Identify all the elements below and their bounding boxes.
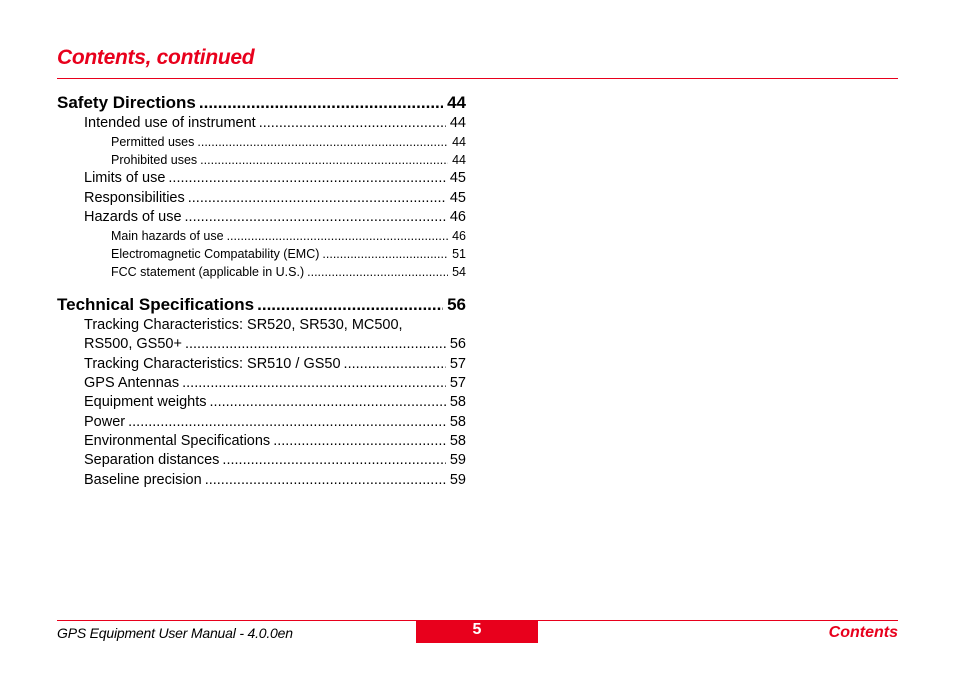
toc-leader [197,133,448,151]
manual-title: GPS Equipment User Manual - 4.0.0en [57,625,293,641]
toc-leader [227,227,449,245]
toc-entry-page: 56 [447,295,466,315]
toc-entry[interactable] [84,413,466,432]
toc-entry[interactable] [84,355,466,374]
toc-entry-title: Equipment weights [84,394,207,411]
toc-entry-page: 45 [449,170,466,187]
toc-entry-title: FCC statement (applicable in U.S.) [111,265,305,280]
toc-entry-technical-specifications[interactable] [57,294,466,316]
toc-entry[interactable] [111,227,466,245]
toc-entry[interactable] [111,133,466,151]
toc-entry[interactable] [84,393,466,412]
toc-entry-page: 51 [452,247,466,262]
toc-leader [128,413,446,432]
toc-entry[interactable] [111,245,466,263]
toc-leader [182,374,446,393]
toc-entry-page: 44 [447,93,466,112]
toc-entry-page: 56 [449,336,466,353]
toc-leader [307,263,448,281]
toc-entry-page: 58 [449,432,466,449]
toc-leader [273,432,446,451]
toc-entry-title: Power [84,413,126,430]
header-divider [57,78,898,79]
toc-entry-page: 57 [449,355,466,372]
toc-entry[interactable] [84,432,466,451]
toc-entry-page: 45 [449,189,466,206]
toc-entry[interactable] [84,374,466,393]
toc-leader [200,151,448,169]
toc-leader [322,245,448,263]
toc-leader [185,335,446,354]
toc-entry-page: 44 [449,115,466,131]
toc-entry-page: 58 [449,394,466,411]
toc-leader [210,393,446,412]
toc-leader [344,355,446,374]
page-title: Contents, continued [57,46,255,69]
toc-entry-safety-directions[interactable] [57,92,466,114]
toc-leader [222,451,445,470]
toc-entry-title: Responsibilities [84,189,185,206]
toc-entry-page: 46 [452,229,466,244]
toc-entry[interactable] [111,151,466,169]
section-spacer [57,281,466,294]
section-name[interactable]: Contents [828,624,898,641]
toc-entry-page: 46 [449,208,466,225]
toc-entry-title-line[interactable]: Tracking Characteristics: SR520, SR530, MC500, [84,317,403,334]
toc-entry-title: Limits of use [84,170,166,187]
toc-entry-title: RS500, GS50+ [84,336,182,353]
toc-entry[interactable] [84,335,466,354]
page-number: 5 [416,620,538,643]
toc-entry[interactable] [84,451,466,470]
toc-leader [188,189,446,208]
toc-entry-title: Tracking Characteristics: SR510 / GS50 [84,355,341,372]
toc-entry-title: Electromagnetic Compatability (EMC) [111,247,320,262]
toc-entry-page: 57 [449,375,466,392]
toc-entry[interactable] [84,169,466,188]
toc-entry-page: 59 [449,471,466,488]
toc-entry[interactable] [84,114,466,133]
toc-entry-title: Main hazards of use [111,229,224,244]
toc-entry-title: Permitted uses [111,135,195,150]
toc-entry-title: Prohibited uses [111,153,198,168]
toc-entry-title: Hazards of use [84,208,182,225]
toc-entry-page: 54 [452,265,466,280]
toc-entry[interactable] [84,471,466,490]
toc-entry[interactable] [84,189,466,208]
toc-entry-title: Technical Specifications [57,295,255,315]
toc-leader [168,169,445,188]
toc-entry-page: 44 [452,153,466,168]
toc-entry-page: 58 [449,413,466,430]
toc-leader [259,114,446,133]
toc-entry-title: GPS Antennas [84,375,180,392]
toc-entry[interactable] [111,263,466,281]
toc-entry-page: 44 [452,135,466,150]
toc-entry-title: Safety Directions [57,93,196,112]
toc-entry[interactable] [84,208,466,227]
toc-leader [205,471,446,490]
toc-leader [185,208,446,227]
table-of-contents [57,92,466,490]
toc-entry-title: Environmental Specifications [84,432,271,449]
toc-leader [257,294,443,316]
toc-entry-title: Baseline precision [84,471,202,488]
toc-entry-page: 59 [449,452,466,469]
toc-entry-title: Intended use of instrument [84,115,256,131]
toc-leader [199,92,443,114]
toc-entry-title: Separation distances [84,452,220,469]
